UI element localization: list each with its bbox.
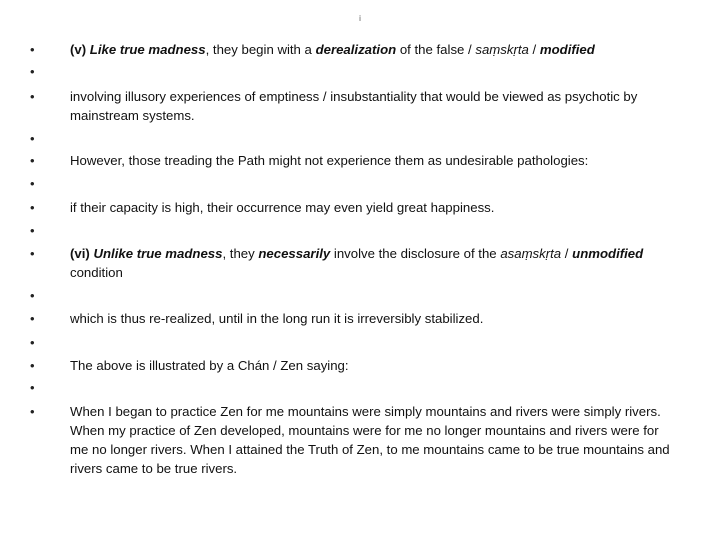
list-item-text: [70, 87, 670, 125]
bullet-marker: •: [30, 223, 35, 238]
text-run: modified: [539, 42, 595, 57]
text-run: of the false /: [396, 42, 476, 57]
bullet-marker: •: [30, 358, 35, 373]
list-item-text: [70, 244, 670, 282]
bullet-marker: •: [30, 89, 35, 104]
text-run: necessarily: [258, 246, 331, 261]
list-item-text: [70, 151, 670, 170]
bullet-marker: •: [30, 64, 35, 79]
text-run: , they begin with a: [205, 42, 316, 57]
list-item-text: [70, 198, 670, 217]
bullet-marker: •: [30, 288, 35, 303]
text-run: When I began to practice Zen for me mountains were simply mountains and rivers were simply rivers. When my practice of Zen developed, mountains were for me no longer mountains and rivers were for me no longer rivers. When I attained the Truth of Zen, to me mountains came to be true mountains and rivers came to be true rivers.: [70, 404, 670, 476]
bullet-marker: •: [30, 404, 35, 419]
list-item-text: [70, 309, 670, 328]
text-run: (vi): [70, 246, 94, 261]
text-run: unmodified: [572, 246, 644, 261]
text-run: involving illusory experiences of emptiness / insubstantiality that would be viewed as psychotic by mainstream systems.: [70, 89, 638, 123]
text-run: condition: [70, 265, 123, 280]
text-run: saṃskṛta: [475, 42, 529, 57]
text-run: However, those treading the Path might not experience them as undesirable pathologies:: [70, 153, 589, 168]
list-item-text: [70, 356, 670, 375]
bullet-marker: •: [30, 246, 35, 261]
text-run: Unlike true madness: [93, 246, 223, 261]
page-marker: i: [359, 14, 361, 23]
text-run: The above is illustrated by a Chán / Zen saying:: [70, 358, 349, 373]
text-run: /: [528, 42, 540, 57]
list-item-text: [70, 40, 670, 59]
bullet-marker: •: [30, 153, 35, 168]
text-run: (v): [70, 42, 90, 57]
bullet-marker: •: [30, 380, 35, 395]
text-run: if their capacity is high, their occurrence may even yield great happiness.: [70, 200, 495, 215]
bullet-marker: •: [30, 335, 35, 350]
text-run: involve the disclosure of the: [330, 246, 501, 261]
text-run: /: [561, 246, 573, 261]
text-run: which is thus re-realized, until in the long run it is irreversibly stabilized.: [70, 311, 484, 326]
bullet-marker: •: [30, 311, 35, 326]
text-run: , they: [222, 246, 259, 261]
bullet-marker: •: [30, 42, 35, 57]
text-run: derealization: [315, 42, 397, 57]
text-run: asaṃskṛta: [500, 246, 562, 261]
list-item-text: [70, 402, 670, 478]
bullet-marker: •: [30, 131, 35, 146]
bullet-marker: •: [30, 176, 35, 191]
bullet-marker: •: [30, 200, 35, 215]
text-run: Like true madness: [89, 42, 206, 57]
